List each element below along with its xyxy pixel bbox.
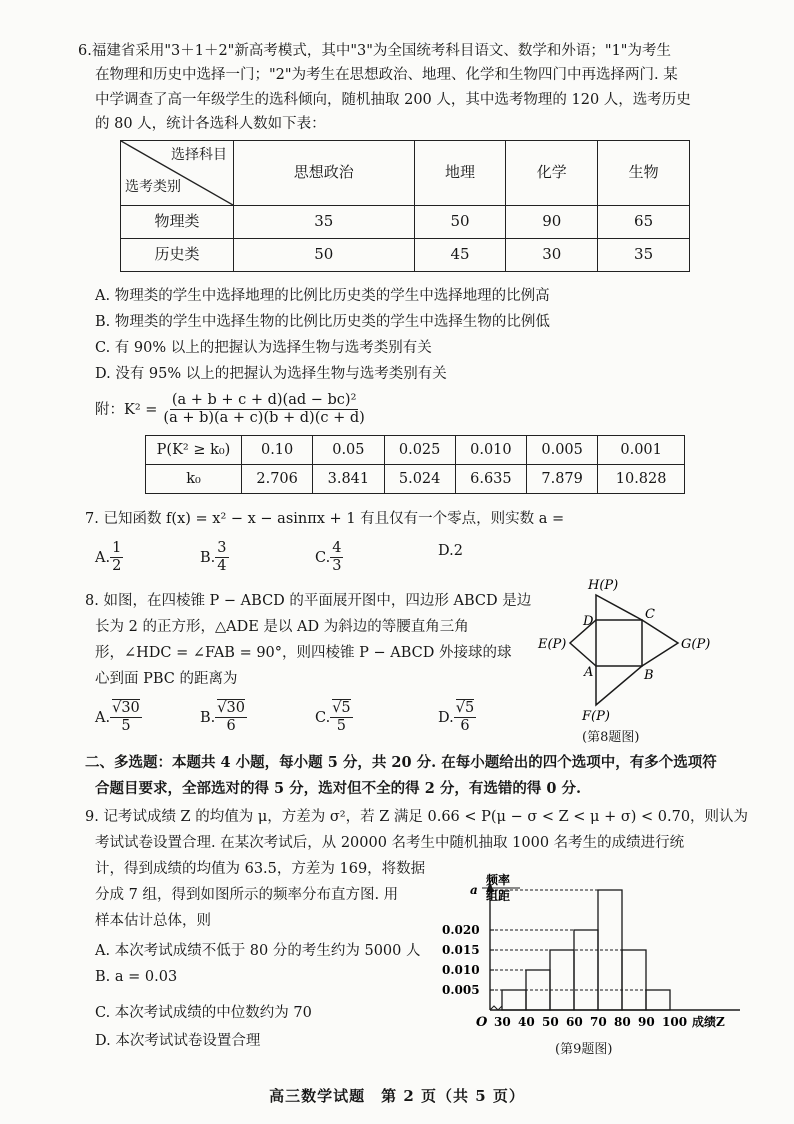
- q7-option-c: C. $\frac{4}{3}$: [315, 540, 342, 575]
- section2-line2: 合题目要求，全部选对的得 5 分，选对但不全的得 2 分，有选错的得 0 分.: [95, 780, 582, 797]
- corner-top-label: 选择科目: [171, 147, 227, 163]
- q8-option-d: D. $\frac{√5}{6}$: [438, 700, 475, 735]
- q8-option-a: A. $\frac{√30}{5}$: [95, 700, 140, 735]
- page-footer: 高三数学试题 第 2 页（共 5 页）: [269, 1087, 525, 1105]
- label-e: E(P): [538, 637, 567, 652]
- k2-formula: [95, 392, 367, 428]
- table-cell: 10.828: [598, 465, 685, 494]
- label-c: C: [645, 607, 655, 622]
- histogram-bar: [646, 990, 670, 1010]
- q6-line2: 在物理和历史中选择一门；"2"为考生在思想政治、地理、化学和生物四门中再选择两门. 某: [95, 67, 678, 83]
- table-cell: 65: [598, 206, 690, 239]
- q9-option-b: B. a = 0.03: [95, 969, 178, 985]
- q9-option-c: C. 本次考试成绩的中位数约为 70: [95, 1005, 312, 1021]
- q8-line3: 形，∠HDC = ∠FAB = 90°，则四棱锥 P − ABCD 外接球的球: [95, 645, 512, 661]
- table-cell: 35: [234, 206, 415, 239]
- label-d: D: [583, 614, 594, 629]
- q9-option-a: A. 本次考试成绩不低于 80 分的考生约为 5000 人: [95, 943, 421, 959]
- table-row: [121, 206, 690, 239]
- table-cell: 0.10: [242, 436, 313, 465]
- fig8-caption: (第8题图): [582, 730, 640, 745]
- subject-header: 化学: [506, 141, 598, 206]
- table-cell: 90: [506, 206, 598, 239]
- label-g: G(P): [681, 637, 711, 652]
- section2-line1: 二、多选题：本题共 4 小题，每小题 5 分，共 20 分. 在每小题给出的四个选项中，有多个选项符: [85, 754, 717, 771]
- triangle-hdc: [596, 595, 642, 620]
- q9-line1: 9. 记考试成绩 Z 的均值为 μ，方差为 σ²，若 Z 满足 0.66 < P(μ − σ < Z < μ + σ) < 0.70，则认为: [85, 809, 749, 825]
- table-cell: 5.024: [384, 465, 455, 494]
- pyramid-net-figure: [530, 575, 730, 750]
- subject-selection-table: [120, 140, 690, 272]
- y-tick-label: 0.020: [442, 923, 480, 937]
- q8-line1: 8. 如图，在四棱锥 P − ABCD 的平面展开图中，四边形 ABCD 是边: [85, 593, 532, 609]
- x-tick-label: 30: [494, 1015, 511, 1029]
- q6-line1: 6.福建省采用"3＋1＋2"新高考模式，其中"3"为全国统考科目语文、数学和外语；"1"为考生: [78, 43, 671, 59]
- ylabel-num: 频率: [486, 873, 511, 887]
- table-row: [146, 465, 685, 494]
- q9-option-d: D. 本次考试试卷设置合理: [95, 1033, 261, 1049]
- table-cell: 0.005: [527, 436, 598, 465]
- table-cell: 2.706: [242, 465, 313, 494]
- subject-header: 生物: [598, 141, 690, 206]
- x-tick-label: 100: [662, 1015, 688, 1029]
- q6-option-c: C. 有 90% 以上的把握认为选择生物与选考类别有关: [95, 340, 432, 356]
- q7-option-b: B. $\frac{3}{4}$: [200, 540, 227, 575]
- q8-line2: 长为 2 的正方形，△ADE 是以 AD 为斜边的等腰直角三角: [95, 619, 469, 635]
- table-cell: 45: [414, 239, 506, 272]
- y-tick-label: a: [470, 883, 478, 897]
- ylabel-den: 组距: [486, 889, 511, 903]
- triangle-bcg: [642, 620, 678, 666]
- square-abcd: [596, 620, 642, 666]
- q8-option-b: B. $\frac{√30}{6}$: [200, 700, 245, 735]
- origin-label: O: [476, 1015, 488, 1030]
- fig9-caption: (第9题图): [555, 1042, 613, 1057]
- q6-option-b: B. 物理类的学生中选择生物的比例比历史类的学生中选择生物的比例低: [95, 314, 550, 330]
- q6-option-a: A. 物理类的学生中选择地理的比例比历史类的学生中选择地理的比例高: [95, 288, 550, 304]
- x-tick-label: 80: [614, 1015, 631, 1029]
- q6-option-d: D. 没有 95% 以上的把握认为选择生物与选考类别有关: [95, 366, 447, 382]
- label-h: H(P): [588, 578, 619, 593]
- q6-line3: 中学调查了高一年级学生的选科倾向，随机抽取 200 人，其中选考物理的 120 人，选考历史: [95, 92, 691, 108]
- table-cell: 3.841: [313, 465, 384, 494]
- histogram-bar: [622, 950, 646, 1010]
- q8-option-c: C. $\frac{√5}{5}$: [315, 700, 351, 735]
- critical-value-table: [145, 435, 685, 494]
- histogram-bar: [502, 990, 526, 1010]
- x-tick-label: 70: [590, 1015, 607, 1029]
- q9-line2: 考试试卷设置合理. 在某次考试后，从 20000 名考生中随机抽取 1000 名考生的成绩进行统: [95, 835, 685, 851]
- label-f: F(P): [582, 709, 610, 724]
- table-cell: 0.025: [384, 436, 455, 465]
- table-corner-cell: [121, 141, 234, 206]
- q9-line4: 分成 7 组，得到如图所示的频率分布直方图. 用: [95, 887, 399, 903]
- histogram-bar: [550, 950, 574, 1010]
- row-label: P(K² ≥ k₀): [146, 436, 242, 465]
- table-cell: 50: [234, 239, 415, 272]
- table-cell: 0.010: [455, 436, 526, 465]
- table-cell: 50: [414, 206, 506, 239]
- subject-header: 地理: [414, 141, 506, 206]
- frequency-histogram: [440, 860, 760, 1040]
- q7-stem: 7. 已知函数 f(x) = x² − x − asinπx + 1 有且仅有一个零点，则实数 a =: [85, 511, 565, 527]
- label-b: B: [644, 668, 654, 683]
- formula-denominator: (a + b)(a + c)(b + d)(c + d): [163, 410, 365, 427]
- formula-numerator: (a + b + c + d)(ad − bc)²: [170, 392, 359, 410]
- table-row: [121, 239, 690, 272]
- table-cell: 0.05: [313, 436, 384, 465]
- histogram-bar: [574, 930, 598, 1010]
- q8-line4: 心到面 PBC 的距离为: [95, 671, 238, 687]
- x-tick-label: 40: [518, 1015, 535, 1029]
- formula-fraction: [161, 392, 366, 428]
- table-cell: 30: [506, 239, 598, 272]
- q7-option-a: A. $\frac{1}{2}$: [95, 540, 122, 575]
- q9-line5: 样本估计总体，则: [95, 913, 211, 929]
- table-row: [146, 436, 685, 465]
- table-cell: 6.635: [455, 465, 526, 494]
- label-a: A: [584, 665, 594, 680]
- table-cell: 35: [598, 239, 690, 272]
- formula-prefix: 附：K² =: [95, 401, 158, 418]
- row-label: 历史类: [121, 239, 234, 272]
- x-axis-label: 成绩Z: [692, 1015, 725, 1029]
- y-tick-label: 0.015: [442, 943, 480, 957]
- x-tick-label: 90: [638, 1015, 655, 1029]
- subject-header: 思想政治: [234, 141, 415, 206]
- triangle-fab: [596, 666, 642, 705]
- x-tick-label: 50: [542, 1015, 559, 1029]
- x-tick-label: 60: [566, 1015, 583, 1029]
- q6-line4: 的 80 人，统计各选科人数如下表：: [95, 116, 326, 132]
- table-cell: 0.001: [598, 436, 685, 465]
- table-cell: 7.879: [527, 465, 598, 494]
- y-tick-label: 0.010: [442, 963, 480, 977]
- row-label: 物理类: [121, 206, 234, 239]
- corner-bottom-label: 选考类别: [125, 179, 181, 196]
- y-tick-label: 0.005: [442, 983, 480, 997]
- q9-line3: 计，得到成绩的均值为 63.5，方差为 169，将数据: [95, 861, 426, 877]
- row-label: k₀: [146, 465, 242, 494]
- q7-option-d: D.2: [438, 543, 463, 559]
